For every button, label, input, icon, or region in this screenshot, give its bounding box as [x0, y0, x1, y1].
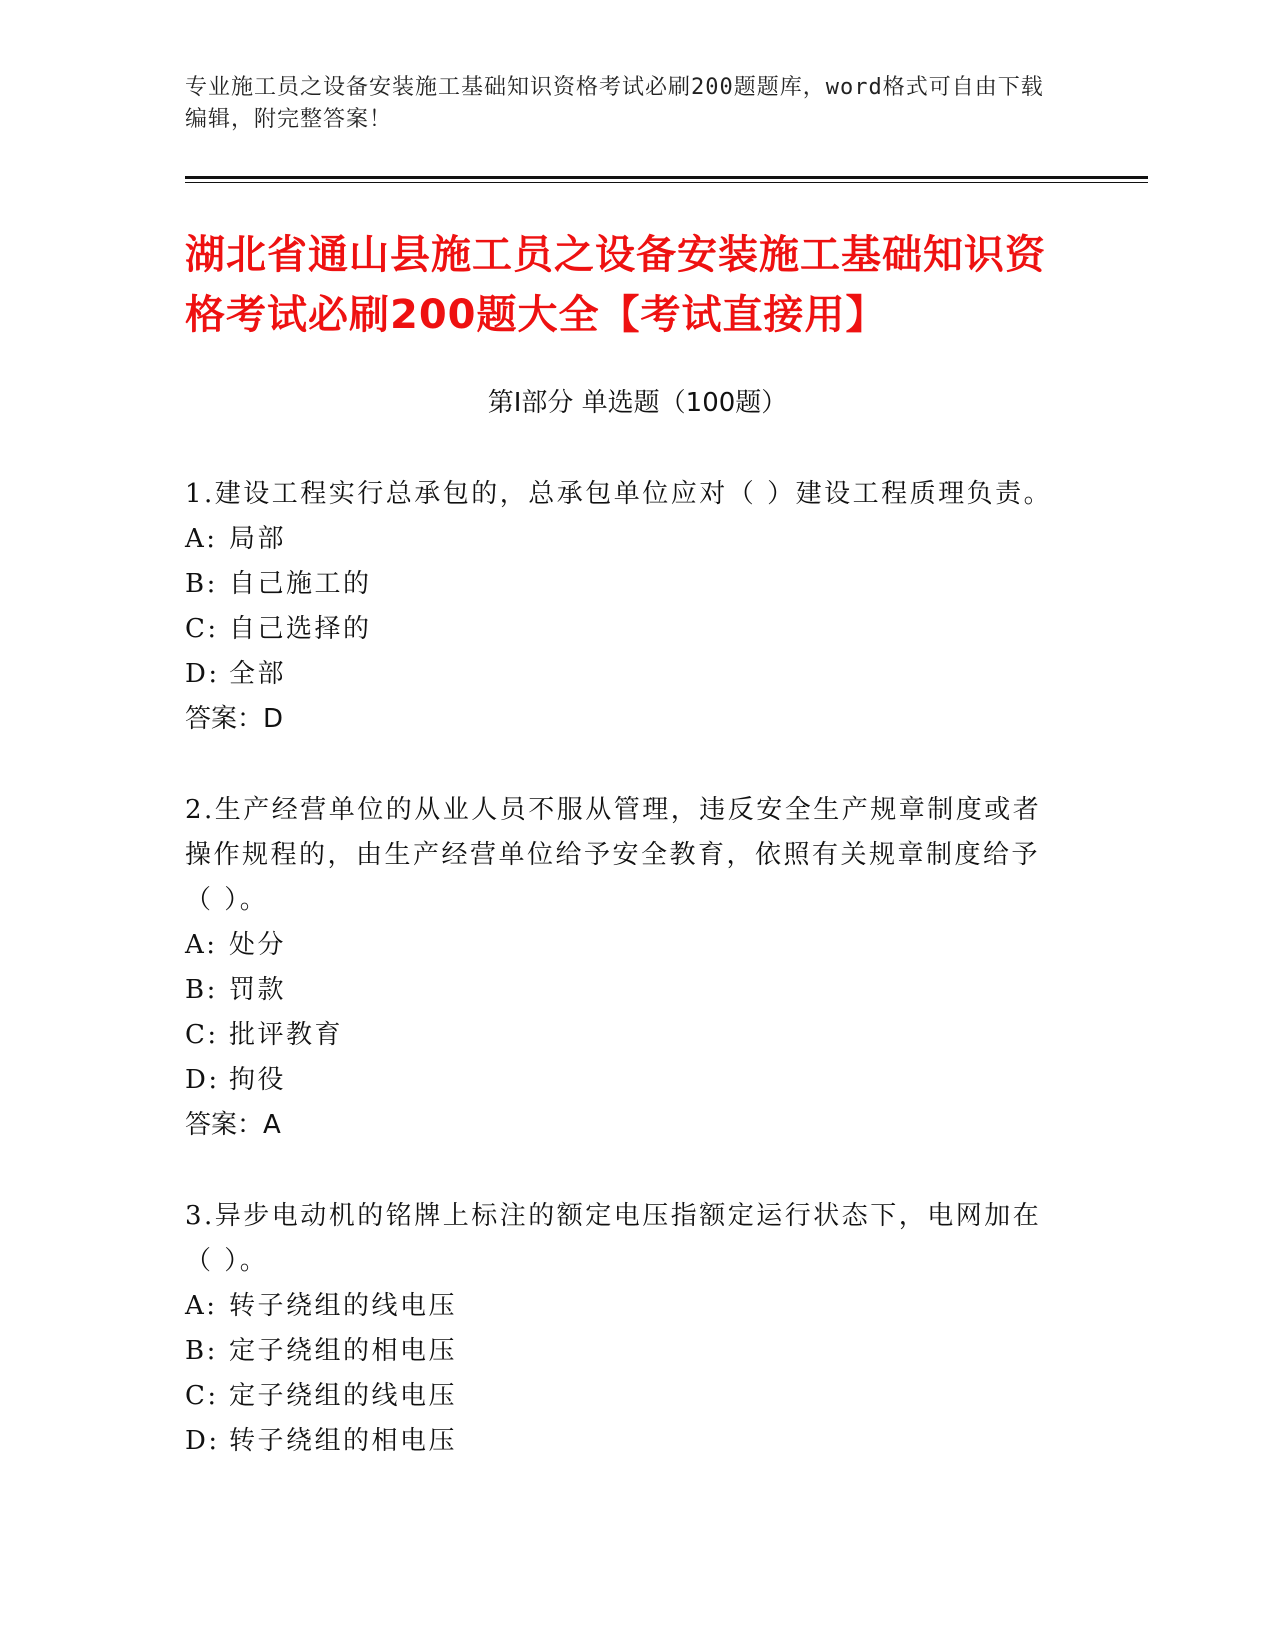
option-d: [185, 1419, 1065, 1464]
option-a: [185, 1284, 1065, 1329]
section-heading: 第I部分 单选题（100题）: [487, 388, 788, 418]
option-text: 罚款: [229, 975, 287, 1005]
option-text: 全部: [229, 659, 287, 689]
option-b: [185, 968, 1065, 1013]
option-letter: C:: [185, 1381, 219, 1411]
answer-line: [185, 697, 1065, 742]
header-rule-thick: [185, 176, 1148, 179]
option-letter: A:: [185, 524, 218, 554]
question-1: [185, 472, 1065, 742]
answer-prefix: 答案：: [185, 704, 264, 734]
option-c: [185, 607, 1065, 652]
option-c: [185, 1374, 1065, 1419]
answer-line: [185, 1103, 1065, 1148]
header-note: 专业施工员之设备安装施工基础知识资格考试必刷200题题库，word格式可自由下载编辑，附完整答案！: [185, 75, 1044, 132]
question-2: [185, 788, 1065, 1148]
option-text: 定子绕组的相电压: [229, 1336, 458, 1366]
option-text: 自己选择的: [229, 614, 372, 644]
question-stem: 1.建设工程实行总承包的，总承包单位应对（ ）建设工程质理负责。: [185, 479, 1053, 509]
option-letter: C:: [185, 1020, 219, 1050]
answer-value: D: [263, 704, 284, 734]
option-text: 处分: [229, 930, 287, 960]
option-letter: B:: [185, 1336, 218, 1366]
question-stem: 3.异步电动机的铭牌上标注的额定电压指额定运行状态下，电网加在（ ）。: [185, 1201, 1042, 1276]
option-text: 转子绕组的相电压: [229, 1426, 458, 1456]
option-a: [185, 517, 1065, 562]
option-b: [185, 1329, 1065, 1374]
answer-value: A: [263, 1110, 281, 1140]
option-letter: A:: [185, 930, 218, 960]
option-a: [185, 923, 1065, 968]
answer-prefix: 答案：: [185, 1110, 264, 1140]
option-letter: D:: [185, 1065, 220, 1095]
option-letter: A:: [185, 1291, 218, 1321]
option-text: 自己施工的: [229, 569, 372, 599]
option-d: [185, 652, 1065, 697]
option-b: [185, 562, 1065, 607]
option-text: 拘役: [229, 1065, 287, 1095]
option-letter: B:: [185, 975, 218, 1005]
document-title: 湖北省通山县施工员之设备安装施工基础知识资格考试必刷200题大全【考试直接用】: [185, 232, 1046, 338]
option-text: 定子绕组的线电压: [229, 1381, 458, 1411]
option-letter: D:: [185, 1426, 220, 1456]
option-text: 局部: [229, 524, 287, 554]
question-list: [185, 472, 1065, 1510]
question-3: [185, 1194, 1065, 1464]
option-letter: C:: [185, 614, 219, 644]
header-rule-thin: [185, 182, 1148, 183]
question-stem: 2.生产经营单位的从业人员不服从管理，违反安全生产规章制度或者操作规程的，由生产经营单位给予安全教育，依照有关规章制度给予（ ）。: [185, 795, 1042, 915]
option-d: [185, 1058, 1065, 1103]
option-letter: D:: [185, 659, 220, 689]
option-text: 批评教育: [229, 1020, 344, 1050]
option-text: 转子绕组的线电压: [229, 1291, 458, 1321]
option-c: [185, 1013, 1065, 1058]
option-letter: B:: [185, 569, 218, 599]
